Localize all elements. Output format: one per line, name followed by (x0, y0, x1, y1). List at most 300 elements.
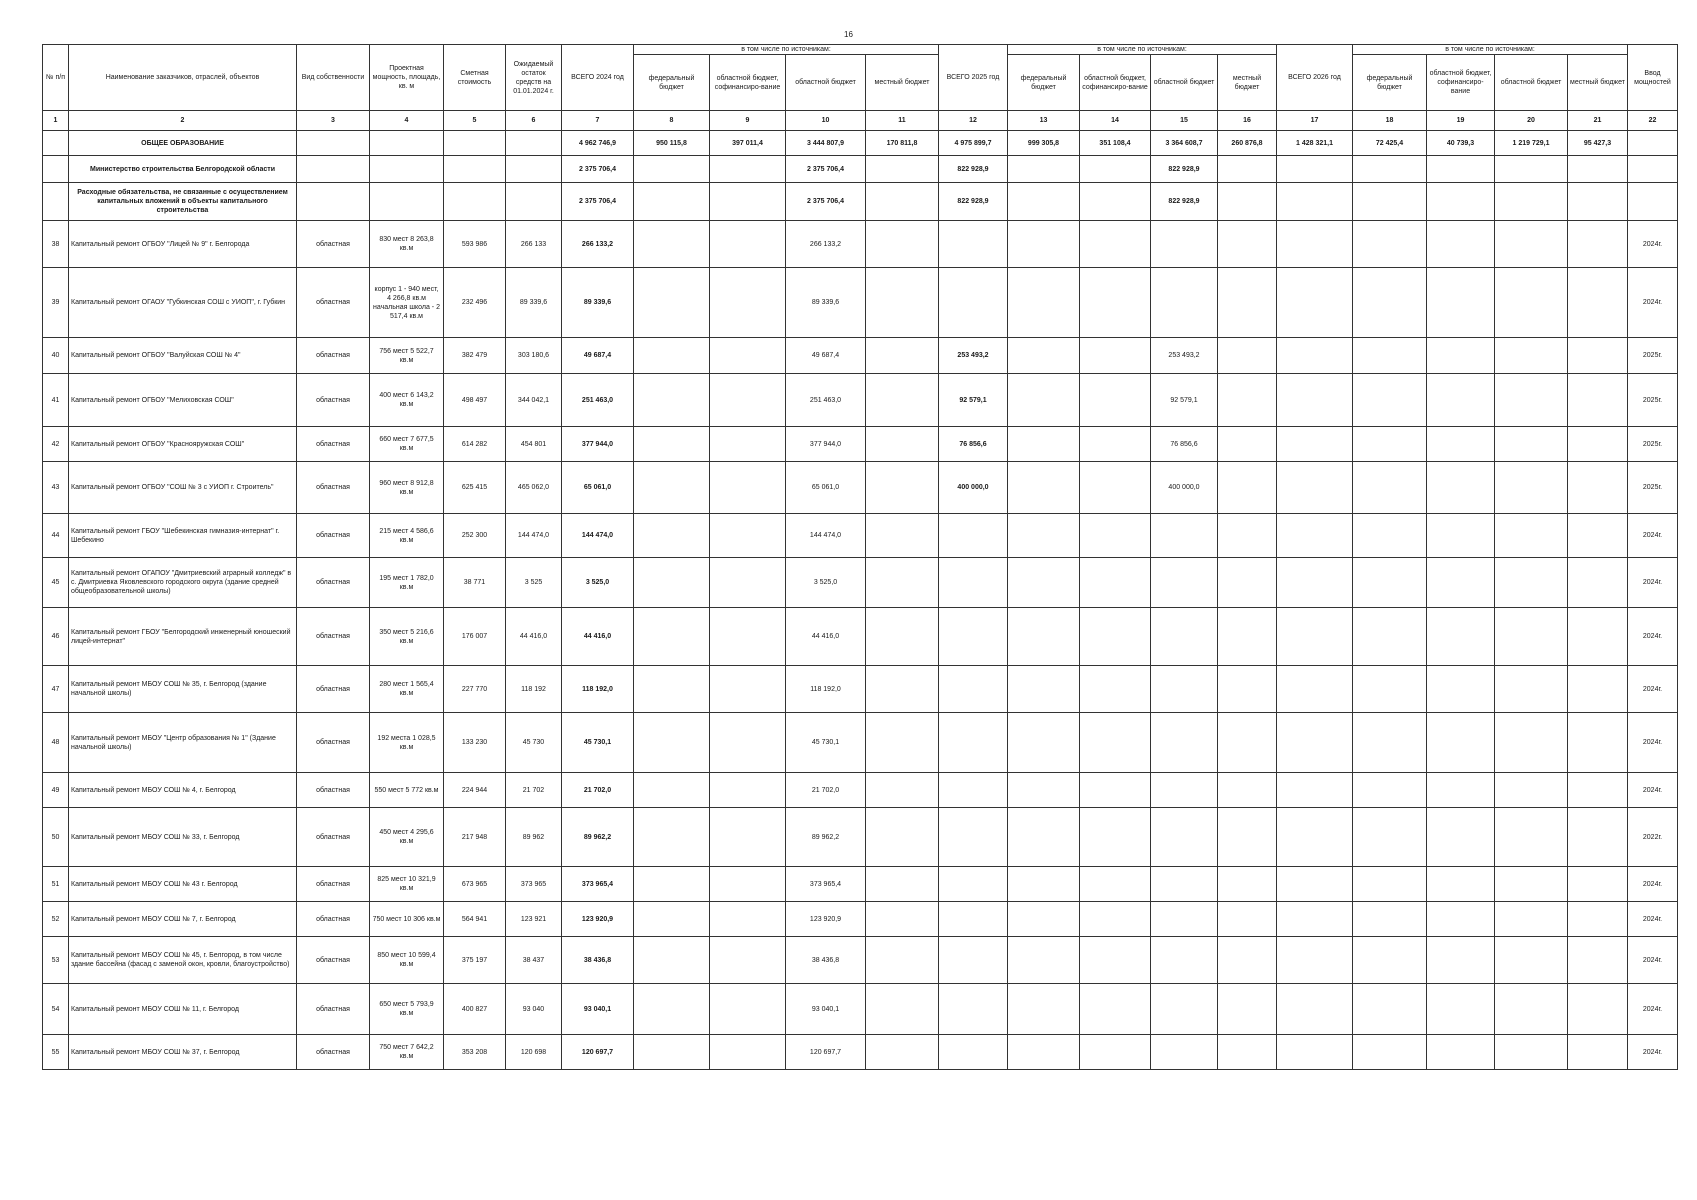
commissioning-year-cell: 2024г. (1628, 268, 1678, 338)
commissioning-year-cell: 2024г. (1628, 608, 1678, 666)
total-2026-cell (1277, 713, 1353, 773)
local-2025-cell (1218, 338, 1277, 374)
federal-2024-cell (634, 808, 710, 867)
expected-balance-cell: 89 339,6 (506, 268, 562, 338)
cofinancing-2025-cell (1080, 608, 1151, 666)
regional-2025-cell: 822 928,9 (1151, 183, 1218, 221)
cofinancing-2024-cell (710, 374, 786, 427)
total-2026-cell (1277, 514, 1353, 558)
row-number-cell: 41 (43, 374, 69, 427)
federal-2025-cell (1008, 374, 1080, 427)
local-2025-cell (1218, 984, 1277, 1035)
local-2026-cell (1568, 374, 1628, 427)
regional-2025-cell (1151, 1035, 1218, 1070)
total-2024-cell: 4 962 746,9 (562, 131, 634, 156)
local-2024-cell (866, 1035, 939, 1070)
total-2024-cell: 89 962,2 (562, 808, 634, 867)
row-number-cell: 53 (43, 937, 69, 984)
federal-2025-cell (1008, 902, 1080, 937)
total-2024-cell: 93 040,1 (562, 984, 634, 1035)
header-name: Наименование заказчиков, отраслей, объектов (69, 45, 297, 111)
row-number-cell (43, 156, 69, 183)
total-2026-cell (1277, 867, 1353, 902)
local-2026-cell (1568, 558, 1628, 608)
cofinancing-2026-cell: 40 739,3 (1427, 131, 1495, 156)
local-2025-cell (1218, 558, 1277, 608)
header-cofin-2025: областной бюджет, софинансиро-вание (1080, 55, 1151, 111)
total-2025-cell (939, 221, 1008, 268)
regional-2025-cell (1151, 713, 1218, 773)
ownership-type-cell: областная (297, 268, 370, 338)
total-2026-cell (1277, 808, 1353, 867)
cofinancing-2024-cell (710, 514, 786, 558)
expected-balance-cell: 144 474,0 (506, 514, 562, 558)
local-2026-cell (1568, 713, 1628, 773)
regional-2026-cell (1495, 713, 1568, 773)
regional-2026-cell (1495, 183, 1568, 221)
total-2024-cell: 377 944,0 (562, 427, 634, 462)
object-name-cell: Капитальный ремонт ОГБОУ "Лицей № 9" г. Белгорода (69, 221, 297, 268)
cofinancing-2026-cell (1427, 867, 1495, 902)
total-2025-cell (939, 608, 1008, 666)
regional-2024-cell: 93 040,1 (786, 984, 866, 1035)
cofinancing-2024-cell (710, 338, 786, 374)
expected-balance-cell: 454 801 (506, 427, 562, 462)
project-capacity-cell: 750 мест 10 306 кв.м (370, 902, 444, 937)
total-2024-cell: 21 702,0 (562, 773, 634, 808)
federal-2026-cell (1353, 713, 1427, 773)
object-name-cell: Капитальный ремонт ОГАПОУ "Дмитриевский аграрный колледж" в с. Дмитриевка Яковлевского городского округа (здание средней общеобразовательной школы) (69, 558, 297, 608)
federal-2026-cell (1353, 374, 1427, 427)
regional-2024-cell: 21 702,0 (786, 773, 866, 808)
cofinancing-2024-cell (710, 156, 786, 183)
column-number-row (43, 111, 1678, 131)
local-2025-cell (1218, 1035, 1277, 1070)
object-name-cell: Капитальный ремонт МБОУ СОШ № 11, г. Белгород (69, 984, 297, 1035)
object-name-cell: Капитальный ремонт ОГБОУ "Валуйская СОШ № 4" (69, 338, 297, 374)
total-2024-cell: 373 965,4 (562, 867, 634, 902)
regional-2024-cell: 2 375 706,4 (786, 183, 866, 221)
estimated-cost-cell: 614 282 (444, 427, 506, 462)
object-name-cell: Капитальный ремонт ОГБОУ "Мелиховская СОШ" (69, 374, 297, 427)
regional-2024-cell: 89 962,2 (786, 808, 866, 867)
budget-table (42, 44, 1678, 1070)
project-capacity-cell: 350 мест 5 216,6 кв.м (370, 608, 444, 666)
expected-balance-cell (506, 131, 562, 156)
total-2025-cell: 4 975 899,7 (939, 131, 1008, 156)
project-capacity-cell: 215 мест 4 586,6 кв.м (370, 514, 444, 558)
expected-balance-cell (506, 183, 562, 221)
total-2024-cell: 118 192,0 (562, 666, 634, 713)
row-number-cell (43, 131, 69, 156)
row-number-cell: 43 (43, 462, 69, 514)
local-2025-cell (1218, 666, 1277, 713)
estimated-cost-cell: 224 944 (444, 773, 506, 808)
cofinancing-2025-cell (1080, 427, 1151, 462)
federal-2026-cell (1353, 867, 1427, 902)
regional-2026-cell (1495, 808, 1568, 867)
regional-2026-cell (1495, 558, 1568, 608)
local-2024-cell (866, 713, 939, 773)
cofinancing-2026-cell (1427, 156, 1495, 183)
total-2026-cell (1277, 338, 1353, 374)
federal-2026-cell (1353, 268, 1427, 338)
regional-2025-cell (1151, 902, 1218, 937)
total-2026-cell: 1 428 321,1 (1277, 131, 1353, 156)
cofinancing-2026-cell (1427, 1035, 1495, 1070)
regional-2024-cell: 266 133,2 (786, 221, 866, 268)
cofinancing-2024-cell (710, 221, 786, 268)
header-total-2026: ВСЕГО 2026 год (1277, 45, 1353, 111)
federal-2025-cell (1008, 713, 1080, 773)
row-number-cell: 49 (43, 773, 69, 808)
federal-2024-cell (634, 867, 710, 902)
ownership-type-cell: областная (297, 666, 370, 713)
local-2026-cell (1568, 937, 1628, 984)
project-capacity-cell: 650 мест 5 793,9 кв.м (370, 984, 444, 1035)
cofinancing-2026-cell (1427, 514, 1495, 558)
cofinancing-2026-cell (1427, 666, 1495, 713)
estimated-cost-cell: 375 197 (444, 937, 506, 984)
expected-balance-cell: 303 180,6 (506, 338, 562, 374)
object-name-cell: Капитальный ремонт ГБОУ "Шебекинская гимназия-интернат" г. Шебекино (69, 514, 297, 558)
column-number-cell: 13 (1008, 111, 1080, 131)
federal-2025-cell (1008, 221, 1080, 268)
regional-2024-cell: 3 444 807,9 (786, 131, 866, 156)
local-2025-cell (1218, 902, 1277, 937)
total-2024-cell: 251 463,0 (562, 374, 634, 427)
cofinancing-2024-cell (710, 867, 786, 902)
total-2024-cell: 3 525,0 (562, 558, 634, 608)
regional-2024-cell: 251 463,0 (786, 374, 866, 427)
ownership-type-cell: областная (297, 338, 370, 374)
table-row (43, 984, 1678, 1035)
regional-2025-cell: 253 493,2 (1151, 338, 1218, 374)
regional-2024-cell: 377 944,0 (786, 427, 866, 462)
local-2025-cell (1218, 462, 1277, 514)
regional-2026-cell (1495, 773, 1568, 808)
total-2024-cell: 266 133,2 (562, 221, 634, 268)
table-row (43, 338, 1678, 374)
estimated-cost-cell: 217 948 (444, 808, 506, 867)
cofinancing-2026-cell (1427, 773, 1495, 808)
regional-2024-cell: 44 416,0 (786, 608, 866, 666)
local-2024-cell (866, 183, 939, 221)
commissioning-year-cell: 2024г. (1628, 558, 1678, 608)
object-name-cell: Расходные обязательства, не связанные с осуществлением капитальных вложений в объекты капитального строительства (69, 183, 297, 221)
local-2024-cell (866, 937, 939, 984)
federal-2024-cell (634, 268, 710, 338)
local-2025-cell (1218, 221, 1277, 268)
cofinancing-2025-cell (1080, 221, 1151, 268)
local-2025-cell (1218, 713, 1277, 773)
local-2026-cell (1568, 902, 1628, 937)
local-2024-cell (866, 867, 939, 902)
ownership-type-cell: областная (297, 1035, 370, 1070)
cofinancing-2025-cell (1080, 808, 1151, 867)
regional-2024-cell: 3 525,0 (786, 558, 866, 608)
cofinancing-2025-cell (1080, 338, 1151, 374)
cofinancing-2026-cell (1427, 268, 1495, 338)
header-local-2026: местный бюджет (1568, 55, 1628, 111)
estimated-cost-cell: 227 770 (444, 666, 506, 713)
federal-2025-cell: 999 305,8 (1008, 131, 1080, 156)
cofinancing-2026-cell (1427, 808, 1495, 867)
table-row (43, 156, 1678, 183)
expected-balance-cell: 89 962 (506, 808, 562, 867)
table-body (43, 131, 1678, 1070)
federal-2025-cell (1008, 156, 1080, 183)
local-2025-cell (1218, 867, 1277, 902)
local-2024-cell (866, 268, 939, 338)
federal-2026-cell: 72 425,4 (1353, 131, 1427, 156)
total-2024-cell: 123 920,9 (562, 902, 634, 937)
federal-2024-cell (634, 221, 710, 268)
expected-balance-cell: 45 730 (506, 713, 562, 773)
total-2025-cell: 92 579,1 (939, 374, 1008, 427)
local-2025-cell (1218, 808, 1277, 867)
object-name-cell: Капитальный ремонт МБОУ СОШ № 7, г. Белгород (69, 902, 297, 937)
cofinancing-2024-cell (710, 1035, 786, 1070)
total-2026-cell (1277, 374, 1353, 427)
ownership-type-cell: областная (297, 713, 370, 773)
local-2026-cell (1568, 867, 1628, 902)
cofinancing-2025-cell (1080, 374, 1151, 427)
header-total-2025: ВСЕГО 2025 год (939, 45, 1008, 111)
object-name-cell: Капитальный ремонт МБОУ СОШ № 43 г. Белгород (69, 867, 297, 902)
ownership-type-cell: областная (297, 558, 370, 608)
federal-2024-cell (634, 713, 710, 773)
cofinancing-2024-cell (710, 268, 786, 338)
commissioning-year-cell: 2024г. (1628, 984, 1678, 1035)
project-capacity-cell (370, 156, 444, 183)
column-number-cell: 20 (1495, 111, 1568, 131)
object-name-cell: Капитальный ремонт ОГБОУ "Краснояружская СОШ" (69, 427, 297, 462)
local-2026-cell (1568, 156, 1628, 183)
commissioning-year-cell: 2024г. (1628, 937, 1678, 984)
commissioning-year-cell: 2024г. (1628, 514, 1678, 558)
estimated-cost-cell: 564 941 (444, 902, 506, 937)
federal-2025-cell (1008, 427, 1080, 462)
header-ownership: Вид собственности (297, 45, 370, 111)
local-2025-cell (1218, 427, 1277, 462)
federal-2025-cell (1008, 462, 1080, 514)
cofinancing-2024-cell (710, 808, 786, 867)
federal-2026-cell (1353, 338, 1427, 374)
table-row (43, 867, 1678, 902)
cofinancing-2025-cell (1080, 867, 1151, 902)
federal-2025-cell (1008, 666, 1080, 713)
cofinancing-2026-cell (1427, 221, 1495, 268)
total-2024-cell: 120 697,7 (562, 1035, 634, 1070)
total-2026-cell (1277, 558, 1353, 608)
project-capacity-cell: 192 места 1 028,5 кв.м (370, 713, 444, 773)
ownership-type-cell: областная (297, 608, 370, 666)
header-sources-2024: в том числе по источникам: (634, 45, 939, 55)
federal-2024-cell (634, 462, 710, 514)
federal-2026-cell (1353, 1035, 1427, 1070)
local-2024-cell (866, 427, 939, 462)
expected-balance-cell: 123 921 (506, 902, 562, 937)
header-expected-balance: Ожидаемый остаток средств на 01.01.2024 г. (506, 45, 562, 111)
cofinancing-2025-cell (1080, 183, 1151, 221)
column-number-cell: 22 (1628, 111, 1678, 131)
regional-2025-cell (1151, 608, 1218, 666)
local-2024-cell (866, 221, 939, 268)
table-row (43, 902, 1678, 937)
regional-2026-cell (1495, 156, 1568, 183)
project-capacity-cell: 756 мест 5 522,7 кв.м (370, 338, 444, 374)
row-number-cell: 46 (43, 608, 69, 666)
table-row (43, 558, 1678, 608)
regional-2026-cell (1495, 1035, 1568, 1070)
local-2024-cell (866, 338, 939, 374)
regional-2024-cell: 144 474,0 (786, 514, 866, 558)
total-2025-cell: 822 928,9 (939, 183, 1008, 221)
estimated-cost-cell: 176 007 (444, 608, 506, 666)
column-number-cell: 12 (939, 111, 1008, 131)
regional-2025-cell (1151, 268, 1218, 338)
federal-2025-cell (1008, 514, 1080, 558)
federal-2026-cell (1353, 937, 1427, 984)
federal-2026-cell (1353, 183, 1427, 221)
cofinancing-2026-cell (1427, 984, 1495, 1035)
local-2024-cell (866, 558, 939, 608)
cofinancing-2024-cell (710, 183, 786, 221)
local-2025-cell (1218, 937, 1277, 984)
local-2026-cell (1568, 268, 1628, 338)
ownership-type-cell: областная (297, 902, 370, 937)
total-2024-cell: 45 730,1 (562, 713, 634, 773)
local-2025-cell (1218, 608, 1277, 666)
regional-2026-cell (1495, 608, 1568, 666)
federal-2025-cell (1008, 558, 1080, 608)
row-number-cell (43, 183, 69, 221)
ownership-type-cell: областная (297, 221, 370, 268)
regional-2026-cell (1495, 427, 1568, 462)
regional-2025-cell (1151, 666, 1218, 713)
local-2024-cell (866, 608, 939, 666)
federal-2025-cell (1008, 268, 1080, 338)
federal-2024-cell (634, 374, 710, 427)
total-2024-cell: 38 436,8 (562, 937, 634, 984)
commissioning-year-cell: 2024г. (1628, 773, 1678, 808)
commissioning-year-cell: 2024г. (1628, 867, 1678, 902)
cofinancing-2025-cell: 351 108,4 (1080, 131, 1151, 156)
estimated-cost-cell: 400 827 (444, 984, 506, 1035)
local-2024-cell (866, 773, 939, 808)
table-row (43, 268, 1678, 338)
cofinancing-2025-cell (1080, 937, 1151, 984)
expected-balance-cell: 93 040 (506, 984, 562, 1035)
expected-balance-cell: 120 698 (506, 1035, 562, 1070)
cofinancing-2026-cell (1427, 338, 1495, 374)
local-2025-cell (1218, 374, 1277, 427)
federal-2024-cell (634, 608, 710, 666)
row-number-cell: 44 (43, 514, 69, 558)
regional-2026-cell (1495, 462, 1568, 514)
total-2025-cell (939, 867, 1008, 902)
header-num: № п/п (43, 45, 69, 111)
expected-balance-cell: 118 192 (506, 666, 562, 713)
local-2026-cell (1568, 427, 1628, 462)
total-2026-cell (1277, 268, 1353, 338)
federal-2025-cell (1008, 183, 1080, 221)
estimated-cost-cell: 625 415 (444, 462, 506, 514)
project-capacity-cell: 850 мест 10 599,4 кв.м (370, 937, 444, 984)
header-capacity: Проектная мощность, площадь, кв. м (370, 45, 444, 111)
total-2026-cell (1277, 427, 1353, 462)
total-2026-cell (1277, 462, 1353, 514)
cofinancing-2026-cell (1427, 558, 1495, 608)
total-2024-cell: 49 687,4 (562, 338, 634, 374)
local-2024-cell (866, 514, 939, 558)
ownership-type-cell (297, 156, 370, 183)
regional-2024-cell: 65 061,0 (786, 462, 866, 514)
ownership-type-cell: областная (297, 462, 370, 514)
header-commissioning: Ввод мощностей (1628, 45, 1678, 111)
table-row (43, 1035, 1678, 1070)
project-capacity-cell: 450 мест 4 295,6 кв.м (370, 808, 444, 867)
object-name-cell: Капитальный ремонт ОГАОУ "Губкинская СОШ с УИОП", г. Губкин (69, 268, 297, 338)
local-2026-cell (1568, 183, 1628, 221)
cofinancing-2024-cell (710, 773, 786, 808)
column-number-cell: 7 (562, 111, 634, 131)
local-2025-cell (1218, 156, 1277, 183)
ownership-type-cell: областная (297, 374, 370, 427)
ownership-type-cell: областная (297, 867, 370, 902)
project-capacity-cell: корпус 1 - 940 мест, 4 266,8 кв.м начальная школа - 2 517,4 кв.м (370, 268, 444, 338)
ownership-type-cell: областная (297, 808, 370, 867)
estimated-cost-cell (444, 156, 506, 183)
header-federal-2024: федеральный бюджет (634, 55, 710, 111)
header-local-2025: местный бюджет (1218, 55, 1277, 111)
federal-2024-cell (634, 937, 710, 984)
total-2024-cell: 2 375 706,4 (562, 183, 634, 221)
regional-2025-cell (1151, 984, 1218, 1035)
estimated-cost-cell (444, 131, 506, 156)
regional-2026-cell (1495, 902, 1568, 937)
project-capacity-cell (370, 183, 444, 221)
estimated-cost-cell: 673 965 (444, 867, 506, 902)
row-number-cell: 55 (43, 1035, 69, 1070)
total-2025-cell (939, 713, 1008, 773)
column-number-cell: 15 (1151, 111, 1218, 131)
cofinancing-2026-cell (1427, 427, 1495, 462)
expected-balance-cell: 21 702 (506, 773, 562, 808)
cofinancing-2024-cell (710, 666, 786, 713)
cofinancing-2024-cell (710, 937, 786, 984)
regional-2024-cell: 118 192,0 (786, 666, 866, 713)
column-number-cell: 5 (444, 111, 506, 131)
cofinancing-2024-cell (710, 427, 786, 462)
total-2025-cell: 76 856,6 (939, 427, 1008, 462)
header-total-2024: ВСЕГО 2024 год (562, 45, 634, 111)
page-number: 16 (844, 30, 853, 39)
project-capacity-cell: 550 мест 5 772 кв.м (370, 773, 444, 808)
total-2025-cell: 253 493,2 (939, 338, 1008, 374)
local-2026-cell (1568, 808, 1628, 867)
table-row (43, 608, 1678, 666)
regional-2024-cell: 89 339,6 (786, 268, 866, 338)
regional-2026-cell (1495, 666, 1568, 713)
total-2024-cell: 144 474,0 (562, 514, 634, 558)
federal-2026-cell (1353, 221, 1427, 268)
federal-2024-cell (634, 984, 710, 1035)
estimated-cost-cell: 133 230 (444, 713, 506, 773)
regional-2025-cell (1151, 937, 1218, 984)
estimated-cost-cell: 232 496 (444, 268, 506, 338)
